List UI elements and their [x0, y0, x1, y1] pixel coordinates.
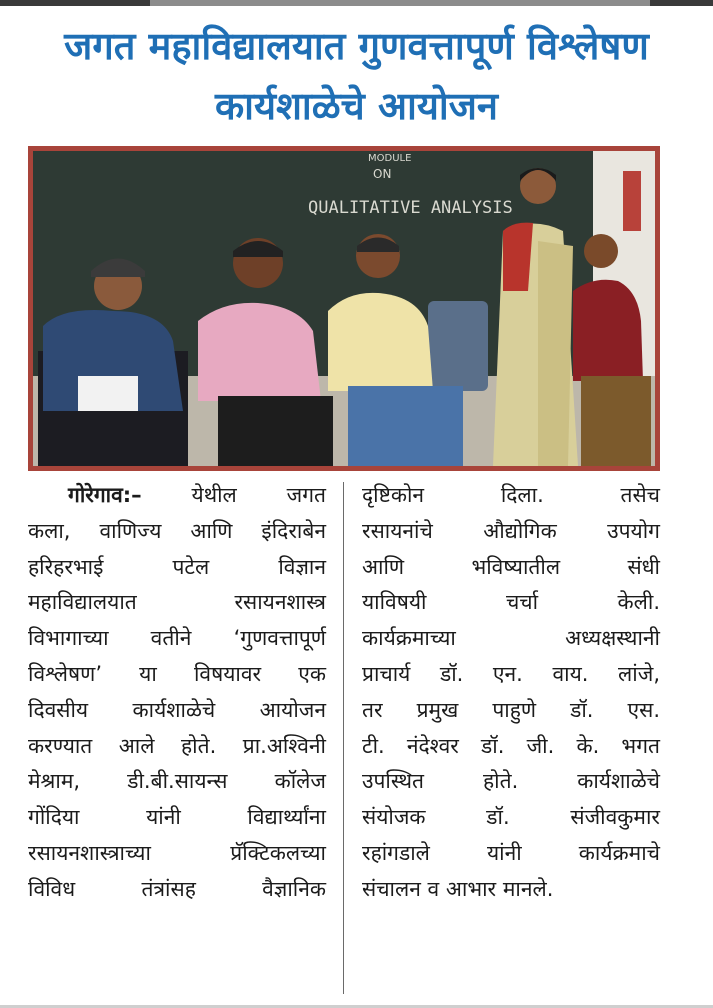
dateline: गोरेगाव:–	[68, 483, 142, 507]
article-line: विभागाच्या वतीने ‘गुणवत्तापूर्ण	[28, 626, 326, 651]
article-line: करण्यात आले होते. प्रा.अश्विनी	[28, 733, 326, 758]
article-line: रसायनशास्त्राच्या प्रॅक्टिकलच्या	[28, 840, 326, 865]
article-line: संयोजक डॉ. संजीवकुमार	[362, 805, 660, 830]
article-line: आणि भविष्यातील संधी	[362, 554, 660, 579]
headline	[0, 16, 713, 136]
article-line: टी. नंदेश्वर डॉ. जी. के. भगत	[362, 733, 660, 758]
article-line: रहांगडाले यांनी कार्यक्रमाचे	[362, 840, 660, 865]
article-line: हरिहरभाई पटेल विज्ञान	[28, 554, 326, 579]
article-line: दृष्टिकोन दिला. तसेच	[362, 483, 660, 507]
board-text-top: MODULE	[368, 153, 412, 164]
news-photo-frame	[28, 146, 660, 471]
article-line: तर प्रमुख पाहुणे डॉ. एस.	[362, 697, 660, 722]
headline-line-1: जगत महाविद्यालयात गुणवत्तापूर्ण विश्लेषण	[64, 24, 649, 68]
article-line: प्राचार्य डॉ. एन. वाय. लांजे,	[362, 661, 660, 686]
article-line: कार्यक्रमाच्या अध्यक्षस्थानी	[362, 626, 660, 651]
article-line: मेश्राम, डी.बी.सायन्स कॉलेज	[28, 769, 326, 794]
workshop-photo	[33, 151, 655, 466]
article-column-2	[362, 478, 660, 908]
article-line: दिवसीय कार्यशाळेचे आयोजन	[28, 697, 326, 722]
article-line: विश्लेषण’ या विषयावर एक	[28, 661, 326, 686]
article-line: रसायनांचे औद्योगिक उपयोग	[362, 518, 660, 543]
board-text-main: QUALITATIVE ANALYSIS	[308, 198, 513, 218]
article-line: उपस्थित होते. कार्यशाळेचे	[362, 769, 660, 794]
board-text-mid: ON	[373, 167, 392, 181]
headline-line-2: कार्यशाळेचे आयोजन	[215, 84, 498, 128]
article-line: महाविद्यालयात रसायनशास्त्र	[28, 590, 326, 615]
article-line	[28, 478, 326, 514]
article-text: येथील जगत	[191, 483, 326, 507]
article-line: संचालन व आभार मानले.	[362, 876, 554, 901]
top-rule	[0, 0, 713, 6]
article-body	[0, 478, 713, 998]
article-line: याविषयी चर्चा केली.	[362, 590, 660, 615]
article-line: गोंदिया यांनी विद्यार्थ्यांना	[28, 805, 326, 830]
article-column-1	[28, 478, 326, 908]
article-line: कला, वाणिज्य आणि इंदिराबेन	[28, 518, 326, 543]
article-line: विविध तंत्रांसह वैज्ञानिक	[28, 876, 326, 901]
